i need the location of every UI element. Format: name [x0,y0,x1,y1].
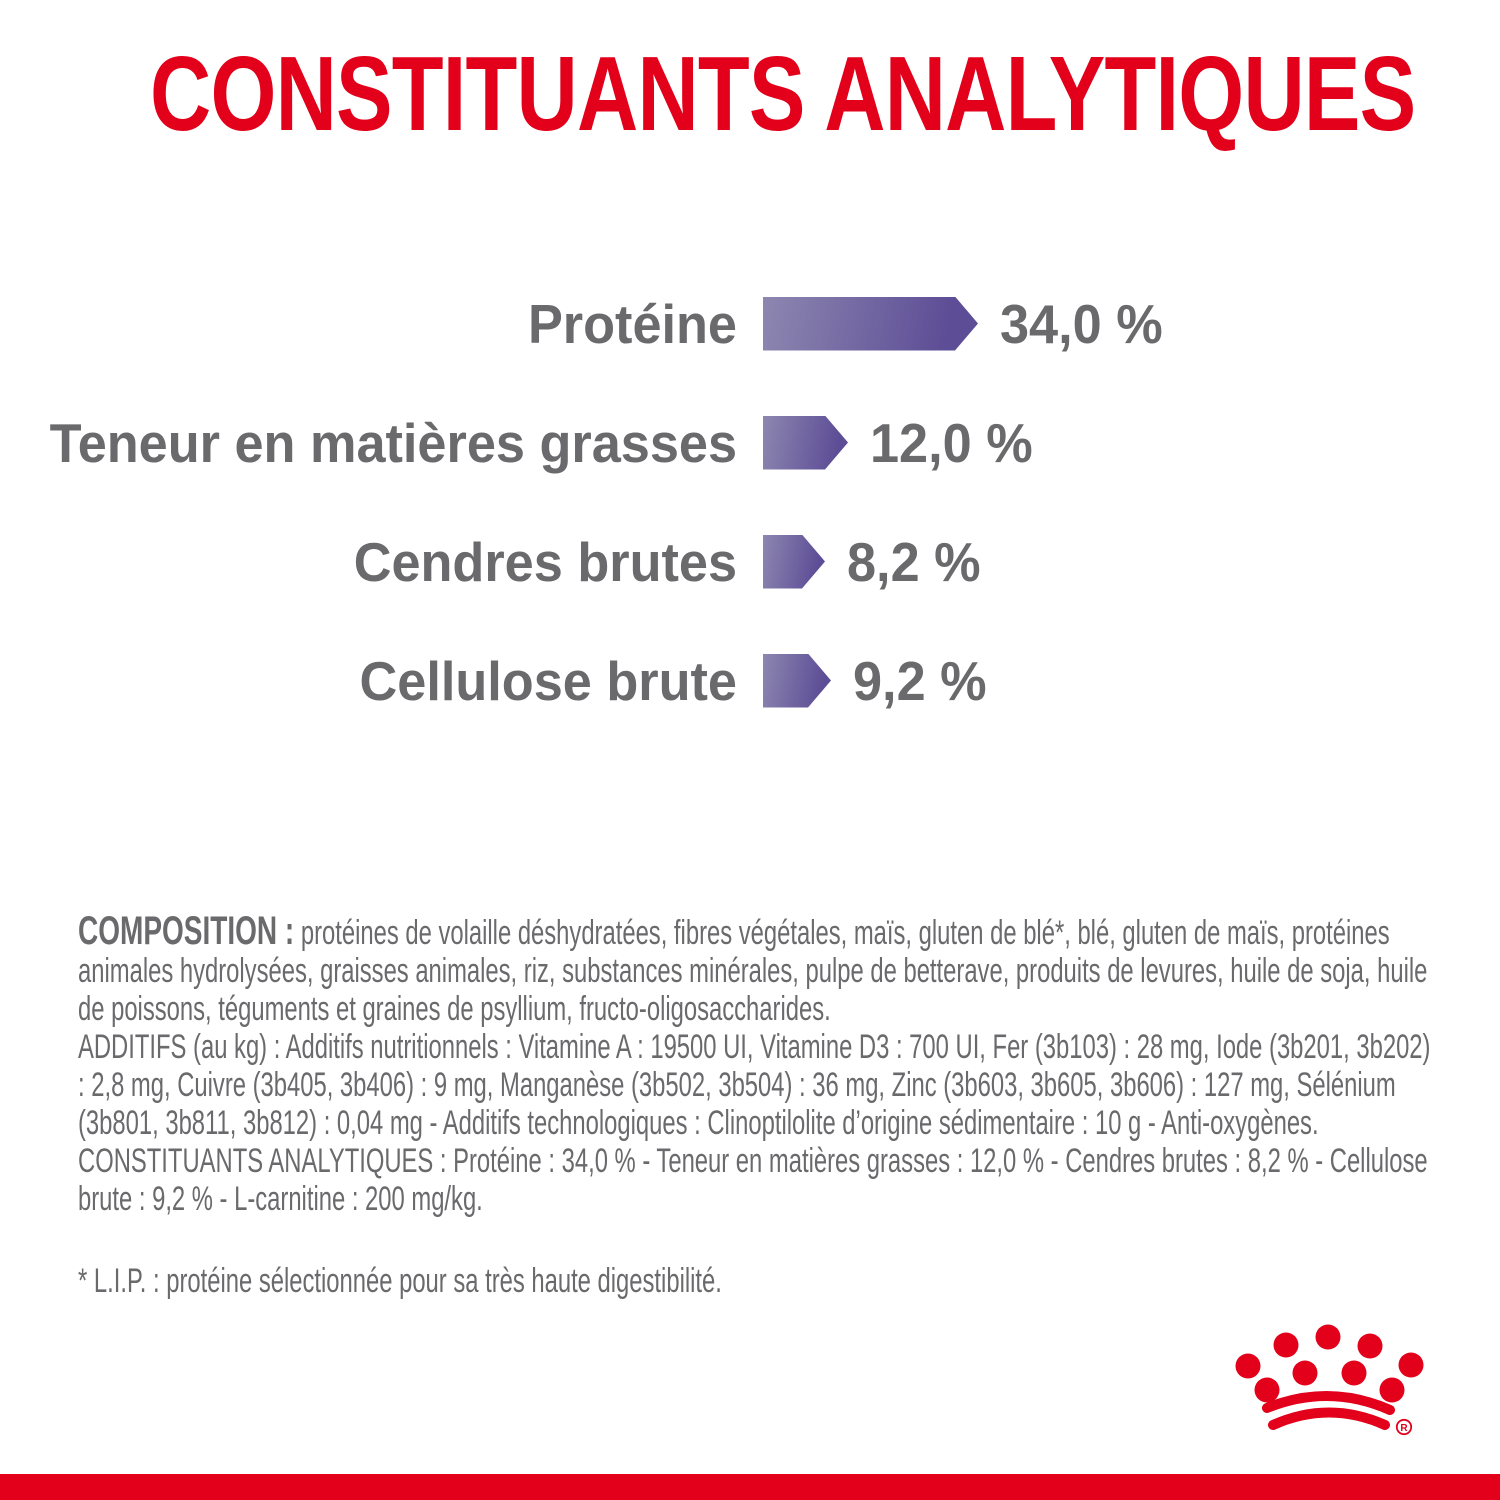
chart-bar [763,416,848,470]
page-title: CONSTITUANTS ANALYTIQUES [150,35,1416,153]
chart-label: Cendres brutes [353,530,737,593]
chart-row-proteine [0,264,1240,383]
royal-canin-crown-logo [1234,1324,1434,1440]
chart-value: 34,0 % [1000,292,1163,355]
composition-section [78,909,1443,1218]
additifs-paragraph: ADDITIFS (au kg) : Additifs nutritionnels : Vitamine A : 19500 UI, Vitamine D3 : 700 UI, Fer (3b103) : 28 mg, Iode (3b201, 3b202) : 2,8 mg, Cuivre (3b405, 3b406) : 9 mg, Manganèse (3b502, 3b504) : 36 mg, Zinc (3b603, 3b605, 3b606) : 127 mg, Sélénium (3b801, 3b811, 3b812) : 0,04 mg - Additifs technologiques : Clinoptilolite d’origine sédimentaire : 10 g - Anti-oxygènes. [78,1028,1431,1142]
chart-row-matieres-grasses [0,383,1240,502]
composition-heading: COMPOSITION : [78,909,295,953]
registered-trademark-icon: R [1400,1423,1408,1434]
analytical-constituents-chart [0,264,1240,740]
lip-footnote: * L.I.P. : protéine sélectionnée pour sa très haute digestibilité. [78,1262,722,1300]
chart-bar [763,297,978,351]
chart-label: Cellulose brute [359,649,737,712]
footer-red-strip [0,1474,1500,1500]
composition-paragraph [78,909,1443,1028]
chart-row-cendres-brutes [0,502,1240,621]
chart-bar [763,535,825,589]
chart-value: 9,2 % [853,649,987,712]
chart-label: Teneur en matières grasses [49,411,737,474]
chart-row-cellulose-brute [0,621,1240,740]
composition-text: protéines de volaille déshydratées, fibres végétales, maïs, gluten de blé*, blé, gluten de maïs, protéines animales hydrolysées, graisses animales, riz, substances minérales, pulpe de betterave, produits de levures, huile de soja, huile de poissons, téguments et graines de psyllium, fructo-oligosaccharides. [78,914,1428,1028]
chart-value: 12,0 % [870,411,1033,474]
chart-bar [763,654,831,708]
chart-label: Protéine [527,292,737,355]
constituants-paragraph: CONSTITUANTS ANALYTIQUES : Protéine : 34,0 % - Teneur en matières grasses : 12,0 % - Cendres brutes : 8,2 % - Cellulose brute : 9,2 % - L-carnitine : 200 mg/kg. [78,1142,1428,1218]
crown-icon [1234,1324,1434,1440]
chart-value: 8,2 % [847,530,981,593]
